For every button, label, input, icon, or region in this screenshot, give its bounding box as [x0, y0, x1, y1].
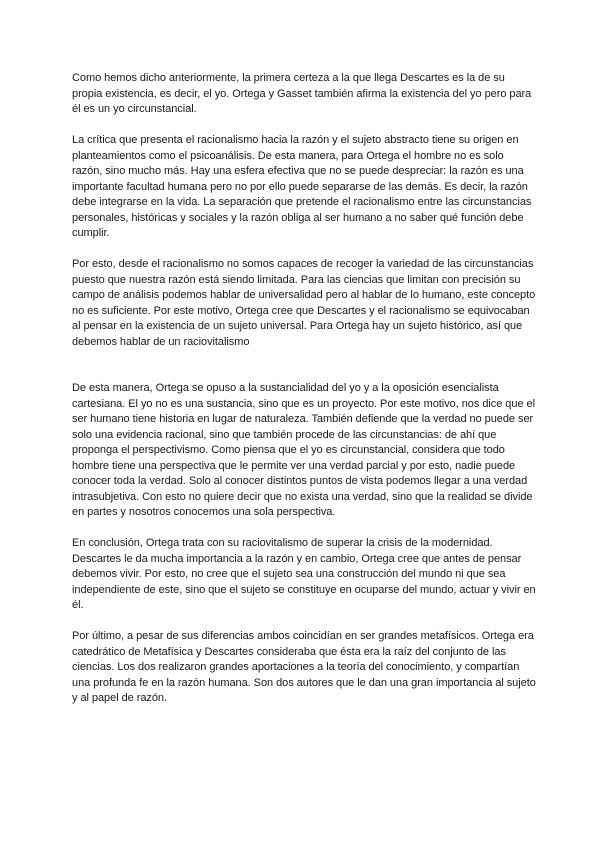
document-body — [72, 71, 536, 722]
paragraph-final-comparison: Por último, a pesar de sus diferencias ambos coincidían en ser grandes metafísicos. Ortega era catedrático de Metafísica y Descartes consideraba que ésta era la raíz del conjunto de las ciencias. Los dos realizaron grandes aportaciones a la teoría del conocimiento, y compartían una profunda fe en la razón humana. Son dos autores que le dan una gran importancia al sujeto y al papel de razón. — [72, 630, 536, 704]
paragraph-critique-rationalism: La crítica que presenta el racionalismo hacia la razón y el sujeto abstracto tiene su origen en planteamientos como el psicoanálisis. De esta manera, para Ortega el hombre no es solo razón, sino mucho más. Hay una esfera efectiva que no se puede despreciar: la razón es una importante facultad humana pero no por ello puede separarse de las demás. Es decir, la razón debe integrarse en la vida. La separación que pretende el racionalismo entre las circunstancias personales, históricas y sociales y la razón obliga al ser humano a no saber qué función debe cumplir. — [72, 134, 532, 239]
paragraph-perspectivism: De esta manera, Ortega se opuso a la sustancialidad del yo y a la oposición esencialista cartesiana. El yo no es una sustancia, sino que es un proyecto. Por este motivo, nos dice que el ser humano tiene historia en lugar de naturaleza. También defiende que la verdad no puede ser solo una evidencia racional, sino que también procede de las circunstancias: de ahí que proponga el perspectivismo. Como piensa que el yo es circunstancial, considera que todo hombre tiene una perspectiva que le permite ver una verdad parcial y por esto, nadie puede conocer toda la verdad. Solo al conocer distintos puntos de vista podemos llegar a una verdad intrasubjetiva. Con esto no quiere decir que no exista una verdad, sino que la realidad se divide en partes y nosotros conocemos una sola perspectiva. — [72, 382, 535, 518]
paragraph-conclusion: En conclusión, Ortega trata con su raciovitalismo de superar la crisis de la modernidad. Descartes le da mucha importancia a la razón y en cambio, Ortega cree que antes de pensar debemos vivir. Por esto, no cree que el sujeto sea una construcción del mundo ni que sea independiente de este, sino que el sujeto se constituye en ocuparse del mundo, actuar y vivir en él. — [72, 537, 536, 611]
paragraph-descartes-certainty: Como hemos dicho anteriormente, la primera certeza a la que llega Descartes es la de su propia existencia, es decir, el yo. Ortega y Gasset también afirma la existencia del yo pero para él es un yo circunstancial. — [72, 72, 532, 115]
paragraph-limited-reason: Por esto, desde el racionalismo no somos capaces de recoger la variedad de las circunstancias puesto que nuestra razón está siendo limitada. Para las ciencias que limitan con precisión su campo de análisis podemos hablar de universalidad pero al hablar de lo humano, este concepto no es suficiente. Por este motivo, Ortega cree que Descartes y el racionalismo se equivocaban al pensar en la existencia de un sujeto universal. Para Ortega hay un sujeto histórico, así que debemos hablar de un raciovitalismo — [72, 258, 536, 348]
